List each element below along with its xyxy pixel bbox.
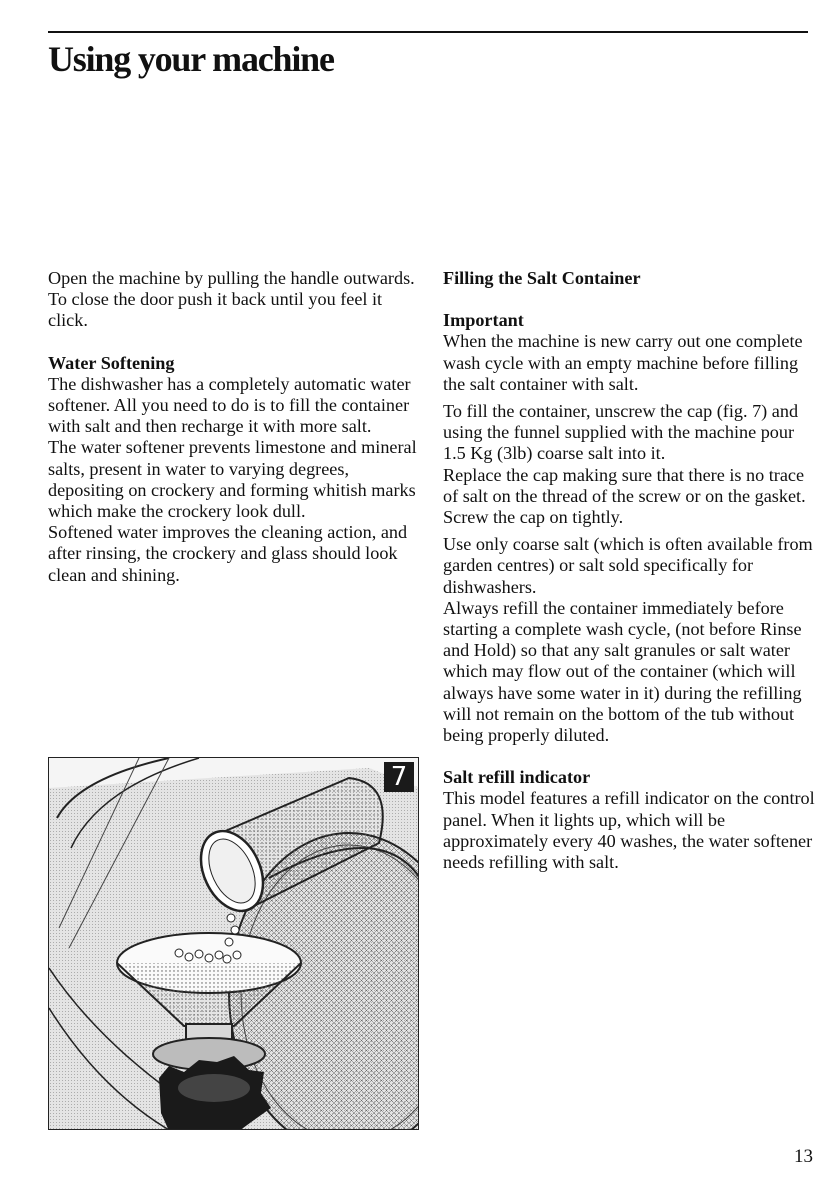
salt-filling-figure bbox=[48, 757, 419, 1130]
important-heading: Important bbox=[443, 310, 524, 331]
softened-water-text: Softened water improves the cleaning action, and after rinsing, the crockery and glass should look clean and shining. bbox=[48, 522, 408, 585]
new-machine-text: When the machine is new carry out one complete wash cycle with an empty machine before filling the salt container with salt. bbox=[443, 331, 803, 394]
fill-container-text: To fill the container, unscrew the cap (fig. 7) and using the funnel supplied with the machine pour 1.5 Kg (3lb) coarse salt into it. bbox=[443, 401, 799, 464]
left-column bbox=[48, 268, 418, 586]
limestone-text: The water softener prevents limestone and mineral salts, present in water to varying degrees, depositing on crockery and forming whitish marks which make the crockery look dull. bbox=[48, 437, 417, 522]
filling-salt-container-heading: Filling the Salt Container bbox=[443, 268, 641, 288]
salt-refill-indicator-heading: Salt refill indicator bbox=[443, 767, 591, 788]
water-softening-heading: Water Softening bbox=[48, 352, 175, 373]
refill-indicator-text: This model features a refill indicator on the control panel. When it lights up, which will be approximately every 40 washes, the water softener needs refilling with salt. bbox=[443, 788, 815, 873]
right-column bbox=[443, 268, 815, 873]
page-title: Using your machine bbox=[48, 39, 334, 79]
water-softener-text: The dishwasher has a completely automatic water softener. All you need to do is to fill the container with salt and then recharge it with more salt. bbox=[48, 373, 411, 437]
salt-filling-illustration bbox=[49, 758, 419, 1130]
close-door-text: To close the door push it back until you feel it click. bbox=[48, 289, 383, 331]
open-machine-text: Open the machine by pulling the handle outwards. bbox=[48, 268, 415, 288]
replace-cap-text: Replace the cap making sure that there is no trace of salt on the thread of the screw or on the gasket. Screw the cap on tightly. bbox=[443, 464, 806, 528]
header-rule bbox=[48, 31, 808, 33]
page-number: 13 bbox=[794, 1146, 813, 1167]
refill-timing-text: Always refill the container immediately before starting a complete wash cycle, (not before Rinse and Hold) so that any salt granules or salt water which may flow out of the container (which will always have some water in it) during the refilling will not remain on the bottom of the tub without being properly diluted. bbox=[443, 597, 802, 746]
figure-number: 7 bbox=[384, 762, 414, 792]
coarse-salt-text: Use only coarse salt (which is often available from garden centres) or salt sold specifically for dishwashers. bbox=[443, 534, 813, 597]
